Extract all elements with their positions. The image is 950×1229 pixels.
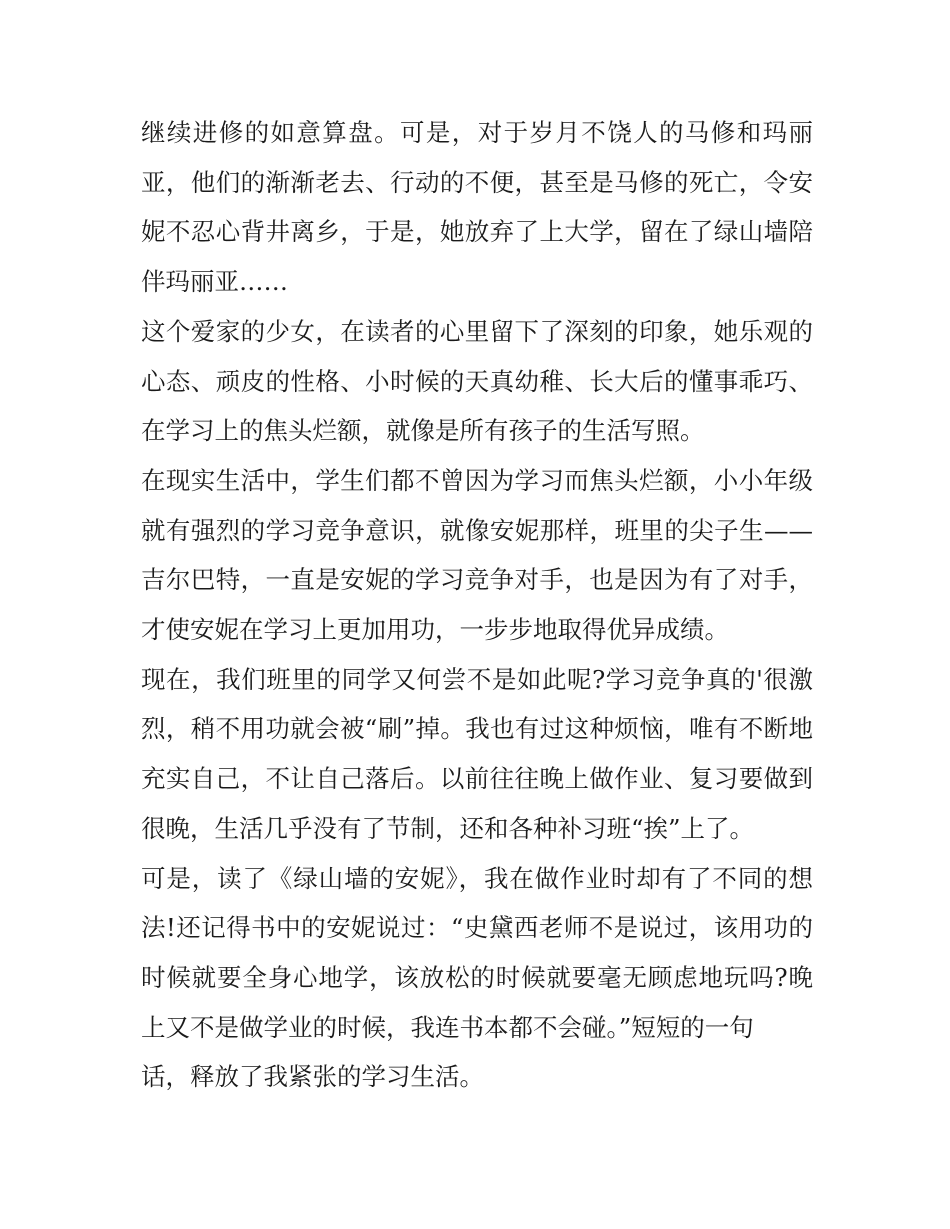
text-line: 时候就要全身心地学，该放松的时候就要毫无顾虑地玩吗?晚 [141,962,813,992]
text-line: 现在，我们班里的同学又何尝不是如此呢?学习竞争真的'很激 [141,664,813,694]
text-line: 充实自己，不让自己落后。以前往往晚上做作业、复习要做到 [141,764,813,794]
text-line: 在现实生活中，学生们都不曾因为学习而焦头烂额，小小年级 [141,465,813,495]
text-line: 吉尔巴特，一直是安妮的学习竞争对手，也是因为有了对手， [141,565,813,595]
text-line: 心态、顽皮的性格、小时候的天真幼稚、长大后的懂事乖巧、 [141,366,813,396]
paragraph-4 [141,655,813,854]
text-line: 可是，读了《绿山墙的安妮》，我在做作业时却有了不同的想 [141,863,813,893]
text-line: 妮不忍心背井离乡，于是，她放弃了上大学，留在了绿山墙陪 [141,217,813,247]
text-line: 继续进修的如意算盘。可是，对于岁月不饶人的马修和玛丽 [141,118,813,147]
document-body [141,108,813,1102]
text-line: 法!还记得书中的安妮说过：“史黛西老师不是说过，该用功的 [141,913,813,943]
paragraph-5 [141,854,813,1103]
text-line: 在学习上的焦头烂额，就像是所有孩子的生活写照。 [141,416,705,446]
text-line: 话，释放了我紧张的学习生活。 [141,1062,484,1092]
text-line: 才使安妮在学习上更加用功，一步步地取得优异成绩。 [141,615,729,645]
text-line: 这个爱家的少女，在读者的心里留下了深刻的印象，她乐观的 [141,316,813,346]
paragraph-3 [141,456,813,655]
paragraph-1 [141,108,813,307]
paragraph-2 [141,307,813,456]
text-line: 很晚，生活几乎没有了节制，还和各种补习班“挨”上了。 [141,813,755,843]
text-line: 伴玛丽亚…… [141,267,288,297]
text-line: 上又不是做学业的时候，我连书本都不会碰。”短短的一句 [141,1012,754,1042]
text-line: 烈，稍不用功就会被“刷”掉。我也有过这种烦恼，唯有不断地 [141,714,813,744]
text-line: 就有强烈的学习竞争意识，就像安妮那样，班里的尖子生—— [141,515,813,545]
text-line: 亚，他们的渐渐老去、行动的不便，甚至是马修的死亡，令安 [141,167,813,197]
